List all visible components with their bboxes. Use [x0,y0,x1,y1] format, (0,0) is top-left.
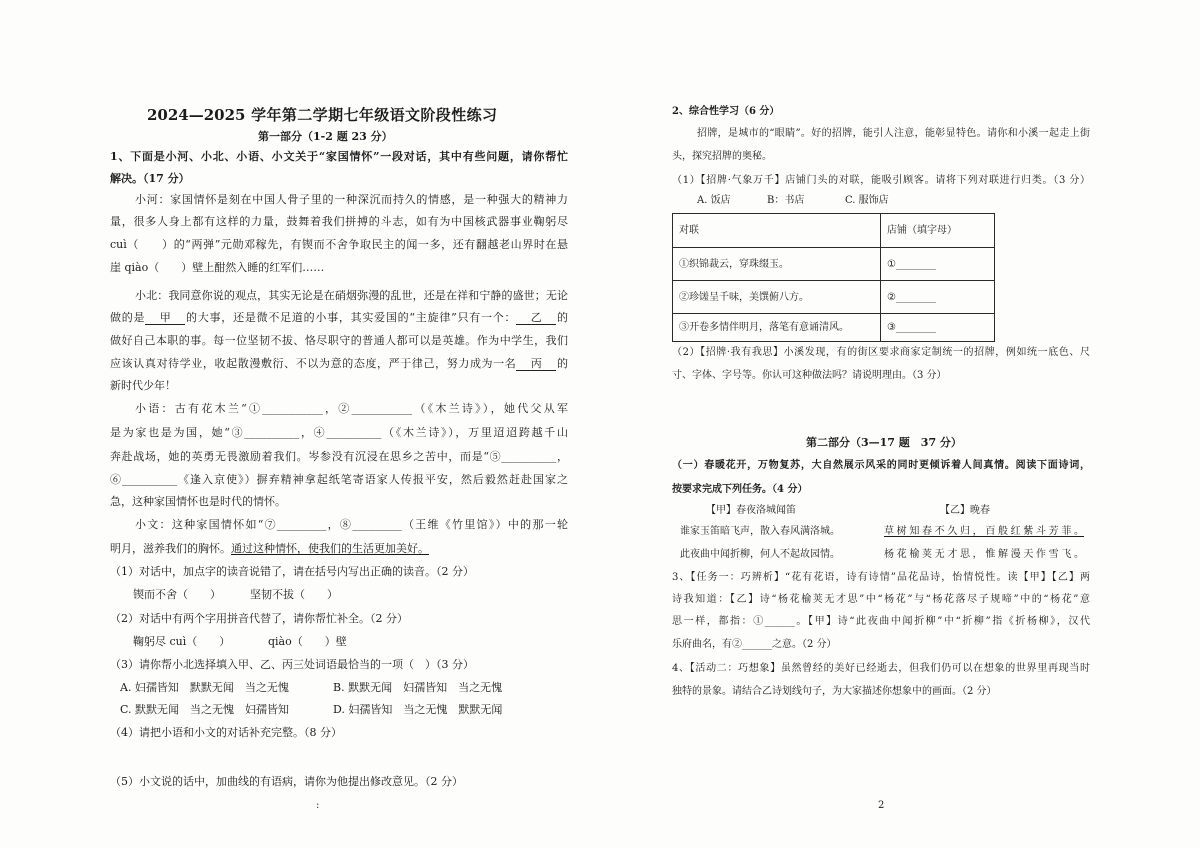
poem-jia-title: 【甲】春夜洛城闻笛 [706,505,796,516]
poem-yi-title: 【乙】晚春 [940,505,990,516]
answer-blank-bing: 丙 [516,358,556,371]
sub-question-1: （1）对话中，加点字的读音说错了，请在括号内写出正确的读音。（2 分） [110,565,474,578]
answer-blank-jia: 甲 [145,312,185,325]
q2-intro-line: 头，探究招牌的奥秘。 [672,151,772,162]
q4-line: 独特的景象。请结合乙诗划线句子，为大家描述你想象中的画面。（2 分） [672,686,997,697]
shop-answer-cell: ③________ [881,314,995,342]
xiaohe-dialogue-line: cuì（ ）的“两弹”元勋邓稼先，有锲而不舍争取民主的闻一多，还有翻越老山界时在悬 [110,238,568,251]
section1-intro-line: （一）春暖花开，万物复苏，大自然展示风采的同时更倾诉着人间真情。阅读下面诗词， [672,460,1090,471]
xiaohe-dialogue-line: 量，很多人身上都有这样的力量，鼓舞着我们拼搏的斗志，如有为中国核武器事业鞠躬尽 [110,215,568,228]
shop-answer-cell: ②________ [881,281,995,314]
xiaobei-dialogue-line [110,311,568,325]
page-number-right: 2 [878,800,885,811]
couplet-cell: ③开卷多情伴明月，落笔有意诵清风。 [673,314,881,342]
q3-line: 乐府曲名，有②______之意。（2 分） [672,639,837,650]
exam-title: 2024—2025 学年第二学期七年级语文阶段性练习 [147,106,497,124]
xiaobei-dialogue-line: 小北：我同意你说的观点，其实无论是在硝烟弥漫的乱世，还是在祥和宁静的盛世；无论 [135,289,568,302]
xiaoyu-dialogue-line: 是为家也是为国，她“③__________，④__________（《木兰诗》），万里迢迢跨越千山 [110,426,568,439]
q1-stem-line: 解决。（17 分） [110,172,190,185]
section1-intro-line: 按要求完成下列任务。（4 分） [672,484,808,495]
xiaowen-dialogue-line: 小文：这种家国情怀如“⑦_________，⑧_________（王维《竹里馆》）中的那一轮 [135,518,568,531]
text-segment: 应该认真对待学业，收起散漫敷衍、不以为意的态度，严于律己，努力成为一名 [110,357,517,370]
poem-jia-line: 谁家玉笛暗飞声，散入春风满洛城。 [680,526,840,537]
shop-option-b: B：书店 [767,195,805,206]
underlined-faulty-sentence: 通过这种情怀，使我们的生活更加美好。 [231,542,429,555]
q2-sub-question-1: （1）【招牌·气象万千】店铺门头的对联，能吸引顾客。请将下列对联进行归类。（3 分） [672,175,1090,186]
pinyin-item: qiào（ ）壁 [268,635,347,648]
couplet-cell: ②珍馐呈千味，美馔俯八方。 [673,281,881,314]
table-header-couplet: 对联 [673,214,881,248]
table-header-shop: 店铺（填字母） [881,214,995,248]
couplet-classification-table [672,213,995,342]
table-row [673,314,995,342]
table-row [673,281,995,314]
shop-answer-cell: ①________ [881,248,995,281]
sub-question-2: （2）对话中有两个字用拼音代替了，请你帮忙补全。（2 分） [110,612,408,625]
xiaoyu-dialogue-line: 急，这种家国情怀也是时代的情怀。 [110,495,286,508]
xiaohe-dialogue-line: 崖 qiào（ ）壁上酣然入睡的红军们…… [110,261,325,274]
q3-line: 3、【任务一：巧辨析】“花有花语，诗有诗情”品花品诗，怡情悦性。读【甲】【乙】两 [672,572,1090,583]
q2-heading: 2、综合性学习（6 分） [672,106,780,117]
pronunciation-item: 坚韧不拔（ ） [250,588,338,601]
xiaoyu-dialogue-line: ⑥__________《逢入京使》）摒弃精神拿起纸笔寄语家人传报平安，然后毅然赶赴国家之 [110,473,568,486]
shop-option-a: A. 饭店 [697,195,731,206]
poem-yi-line-underlined: 草树知春不久归，百般红紫斗芳菲。 [884,526,1084,537]
q2-sub-question-2: 寸、字体、字号等。你认可这种做法吗？请说明理由。（3 分） [672,370,947,381]
text-segment: 的大事，还是微不足道的小事，其实爱国的“主旋律”只有一个： [185,311,517,324]
poem-yi-line: 杨花榆荚无才思，惟解漫天作雪飞。 [884,549,1084,560]
sub-question-4: （4）请把小语和小文的对话补充完整。（8 分） [110,726,342,739]
poem-jia-line: 此夜曲中闻折柳，何人不起故园情。 [680,549,840,560]
xiaobei-dialogue-line: 做好自己本职的事。每一位坚韧不拔、恪尽职守的普通人都可以是英雄。作为中学生，我们 [110,334,568,347]
part1-heading: 第一部分（1-2 题 23 分） [258,130,393,143]
table-header-row [673,214,995,248]
q1-stem-line: 1、下面是小河、小北、小语、小文关于“家国情怀”一段对话，其中有些问题，请你帮忙 [110,150,568,163]
q3-line: 诗我知道：【乙】诗“杨花榆荚无才思”中“杨花”与“杨花落尽子规啼”中的“杨花”意 [672,594,1090,605]
shop-option-c: C. 服饰店 [845,195,889,206]
q3-line: 思一样，都指：①______。【甲】诗“此夜曲中闻折柳”中“折柳”指《折杨柳》，汉代 [672,616,1090,627]
text-segment: 明月，滋养我们的胸怀。 [110,542,231,555]
sub-question-5: （5）小文说的话中，加曲线的有语病，请你为他提出修改意见。（2 分） [110,775,463,788]
page-number-left: : [316,800,320,811]
xiaobei-dialogue-line: 新时代少年！ [110,379,176,392]
choice-option-b: B. 默默无闻 妇孺皆知 当之无愧 [333,681,503,694]
table-row [673,248,995,281]
xiaobei-dialogue-line [110,357,568,371]
pinyin-item: 鞠躬尽 cuì（ ） [133,635,231,648]
q2-intro-line: 招牌，是城市的“眼睛”。好的招牌，能引人注意，能彰显特色。请你和小溪一起走上街 [697,128,1090,139]
answer-blank-yi: 乙 [516,312,556,325]
text-segment: 的 [556,357,569,370]
couplet-cell: ①织锦裁云，穿珠缀玉。 [673,248,881,281]
xiaohe-dialogue-line: 小河：家国情怀是刻在中国人骨子里的一种深沉而持久的情感，是一种强大的精神力 [135,193,568,206]
xiaoyu-dialogue-line: 小语：古有花木兰“①___________，②___________（《木兰诗》），她代父从军 [135,402,568,415]
text-segment: 做的是 [110,311,146,324]
pronunciation-item: 锲而不舍（ ） [133,588,221,601]
q4-line: 4、【活动二：巧想象】虽然曾经的美好已经逝去，但我们仍可以在想象的世界里再现当时 [672,663,1090,674]
xiaowen-dialogue-line [110,542,429,556]
q2-sub-question-2: （2）【招牌·我有我思】小溪发现，有的街区要求商家定制统一的招牌，例如统一底色、尺 [672,347,1090,358]
xiaoyu-dialogue-line: 奔赴战场，她的英勇无畏激励着我们。岑参没有沉浸在思乡之苦中，而是“⑤__________， [110,450,568,463]
part2-heading: 第二部分（3—17 题 37 分） [806,436,962,449]
choice-option-d: D. 妇孺皆知 当之无愧 默默无闻 [333,703,503,716]
choice-option-c: C. 默默无闻 当之无愧 妇孺皆知 [120,703,290,716]
choice-option-a: A. 妇孺皆知 默默无闻 当之无愧 [120,681,289,694]
text-segment: 的 [556,311,569,324]
sub-question-3: （3）请你帮小北选择填入甲、乙、丙三处词语最恰当的一项（ ）（3 分） [110,658,474,671]
